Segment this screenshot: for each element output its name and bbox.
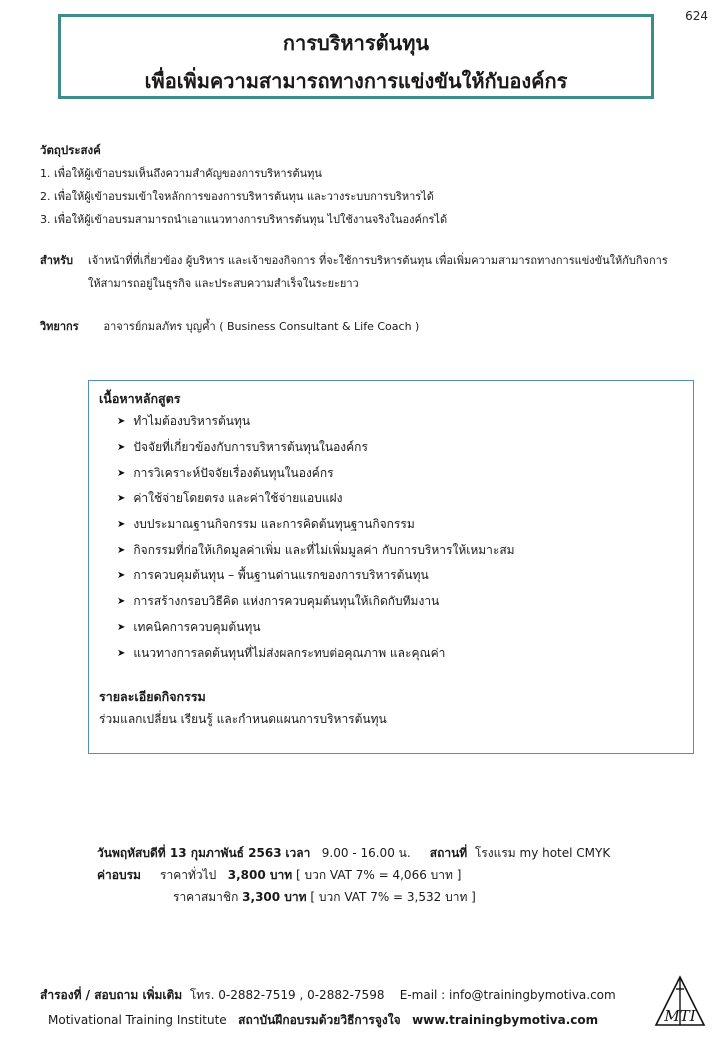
objectives-heading: วัตถุประสงค์: [40, 143, 101, 157]
venue: โรงแรม my hotel CMYK: [474, 846, 611, 860]
time-label: เวลา: [285, 846, 311, 860]
page-title: การบริหารต้นทุน: [282, 31, 430, 55]
arrow-icon: ➤: [117, 647, 126, 659]
general-label: ราคาทั่วไป: [160, 868, 217, 882]
target-label: สำหรับ: [40, 254, 74, 267]
schedule-section: [97, 842, 610, 908]
arrow-icon: ➤: [117, 570, 126, 582]
course-topic: [99, 563, 693, 589]
fee-row-general: [97, 864, 610, 886]
course-topic: [99, 486, 693, 512]
phone: โทร. 0-2882-7519 , 0-2882-7598: [189, 988, 385, 1002]
arrow-icon: ➤: [117, 467, 126, 479]
schedule-time: 9.00 - 16.00 น.: [321, 846, 411, 860]
objective-item: 2. เพื่อให้ผู้เข้าอบรมเข้าใจหลักการของการบริหารต้นทุน และวางระบบการบริหารได้: [40, 190, 434, 203]
topic-text: การสร้างกรอบวิธีคิด แห่งการควบคุมต้นทุนให้เกิดกับทีมงาน: [133, 594, 440, 609]
course-topic: [99, 537, 693, 563]
target-line-2: ให้สามารถอยู่ในธุรกิจ และประสบความสำเร็จในระยะยาว: [88, 277, 359, 290]
course-topic: [99, 460, 693, 486]
fee-row-member: [97, 886, 610, 908]
general-vat: [ บวก VAT 7% = 4,066 บาท ]: [295, 868, 462, 882]
member-price: 3,300 บาท: [242, 890, 307, 904]
page-number: 624: [685, 9, 708, 23]
course-heading: เนื้อหาหลักสูตร: [99, 391, 181, 406]
schedule-date: วันพฤหัสบดีที่ 13 กุมภาพันธ์ 2563: [97, 846, 282, 860]
objectives-section: [40, 139, 447, 231]
course-topic: [99, 512, 693, 538]
logo-text: MTI: [664, 1007, 696, 1025]
arrow-icon: ➤: [117, 621, 126, 633]
institute-line: [48, 1011, 598, 1030]
website[interactable]: www.trainingbymotiva.com: [412, 1013, 599, 1027]
topic-text: ค่าใช้จ่ายโดยตรง และค่าใช้จ่ายแอบแฝง: [133, 491, 343, 506]
arrow-icon: ➤: [117, 442, 126, 454]
arrow-icon: ➤: [117, 544, 126, 556]
institute-en: Motivational Training Institute: [48, 1013, 227, 1027]
activity-heading: รายละเอียดกิจกรรม: [99, 688, 206, 704]
topic-text: การควบคุมต้นทุน – พื้นฐานด่านแรกของการบริหารต้นทุน: [133, 568, 429, 583]
email[interactable]: E-mail : info@trainingbymotiva.com: [399, 988, 616, 1002]
arrow-icon: ➤: [117, 596, 126, 608]
member-label: ราคาสมาชิก: [173, 890, 239, 904]
topic-text: เทคนิคการควบคุมต้นทุน: [133, 619, 261, 634]
mti-logo-icon: [652, 975, 708, 1027]
target-line-1: เจ้าหน้าที่ที่เกี่ยวข้อง ผู้บริหาร และเจ้าของกิจการ ที่จะใช้การบริหารต้นทุน เพื่อเพิ่มความสามารถทางการแข่งขันให้กับกิจการ: [88, 254, 668, 267]
objective-item: 1. เพื่อให้ผู้เข้าอบรมเห็นถึงความสำคัญของการบริหารต้นทุน: [40, 167, 322, 180]
arrow-icon: ➤: [117, 519, 126, 531]
contact-line: [40, 986, 616, 1005]
page-subtitle: เพื่อเพิ่มความสามารถทางการแข่งขันให้กับองค์กร: [144, 69, 568, 93]
topic-text: กิจกรรมที่ก่อให้เกิดมูลค่าเพิ่ม และที่ไม่เพิ่มมูลค่า กับการบริหารให้เหมาะสม: [133, 542, 515, 557]
activity-text: ร่วมแลกเปลี่ยน เรียนรู้ และกำหนดแผนการบริหารต้นทุน: [99, 711, 387, 726]
institute-th: สถาบันฝึกอบรมด้วยวิธีการจูงใจ: [238, 1013, 401, 1027]
lecturer-label: วิทยากร: [40, 320, 79, 333]
topic-text: ทำไมต้องบริหารต้นทุน: [133, 414, 251, 429]
course-topic: [99, 409, 693, 435]
topic-text: การวิเคราะห์ปัจจัยเรื่องต้นทุนในองค์กร: [133, 465, 334, 480]
arrow-icon: ➤: [117, 416, 126, 428]
schedule-row: [97, 842, 610, 864]
course-topic: [99, 589, 693, 615]
topic-text: แนวทางการลดต้นทุนที่ไม่ส่งผลกระทบต่อคุณภาพ และคุณค่า: [133, 645, 446, 660]
topic-text: งบประมาณฐานกิจกรรม และการคิดต้นทุนฐานกิจกรรม: [133, 517, 415, 532]
lecturer-name: อาจารย์กมลภัทร บุญค้ำ ( Business Consultant & Life Coach ): [103, 320, 420, 333]
member-vat: [ บวก VAT 7% = 3,532 บาท ]: [310, 890, 476, 904]
venue-label: สถานที่: [429, 846, 468, 860]
lecturer-section: [40, 317, 419, 337]
arrow-icon: ➤: [117, 493, 126, 505]
contact-label: สำรองที่ / สอบถาม เพิ่มเติม: [40, 988, 183, 1002]
general-price: 3,800 บาท: [227, 868, 293, 882]
course-topic: [99, 640, 693, 666]
course-content-box: [88, 380, 694, 754]
title-box: [58, 14, 654, 99]
course-topic: [99, 615, 693, 641]
fee-label: ค่าอบรม: [97, 868, 141, 882]
objective-item: 3. เพื่อให้ผู้เข้าอบรมสามารถนำเอาแนวทางการบริหารต้นทุน ไปใช้งานจริงในองค์กรได้: [40, 213, 448, 226]
course-topic: [99, 435, 693, 461]
topic-text: ปัจจัยที่เกี่ยวข้องกับการบริหารต้นทุนในองค์กร: [133, 440, 368, 455]
target-section: [40, 249, 700, 295]
